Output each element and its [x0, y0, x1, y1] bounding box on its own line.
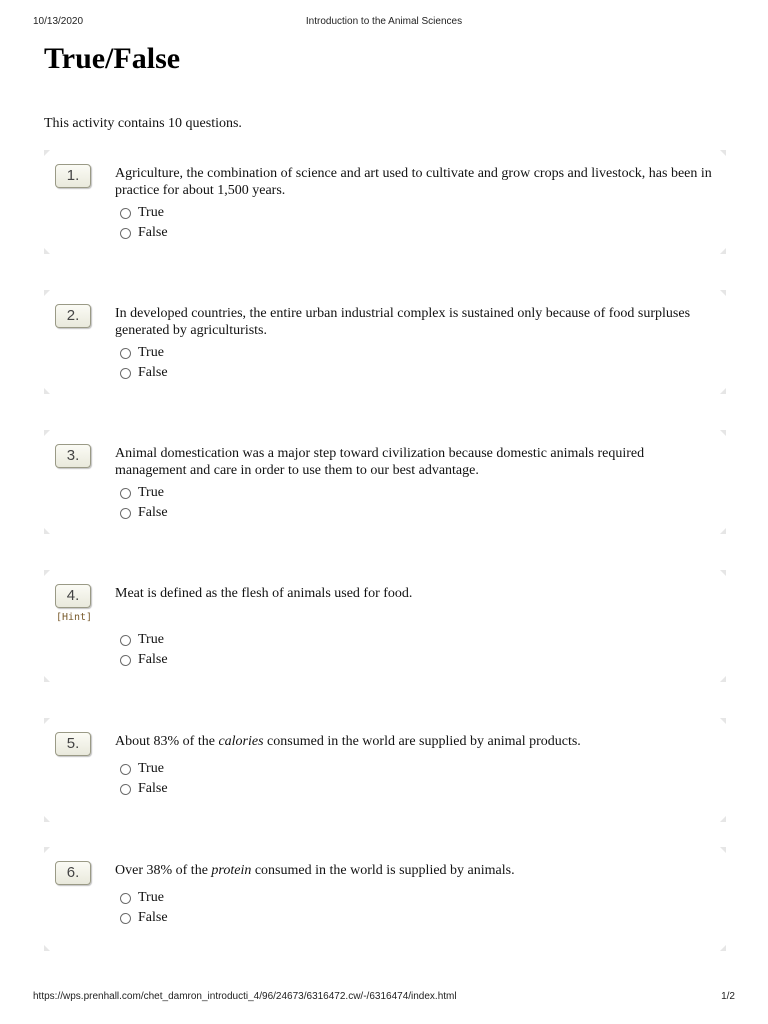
corner-mark: [44, 816, 50, 822]
corner-mark: [44, 388, 50, 394]
corner-mark: [44, 248, 50, 254]
option-true[interactable]: [120, 630, 168, 650]
question-block-6: [44, 847, 726, 951]
radio-button[interactable]: [120, 635, 131, 646]
question-number-badge: 3.: [55, 444, 91, 468]
question-text: About 83% of the calories consumed in the world are supplied by animal products.: [115, 734, 581, 749]
question-number-badge: 1.: [55, 164, 91, 188]
corner-mark: [720, 528, 726, 534]
corner-mark: [44, 676, 50, 682]
corner-mark: [720, 150, 726, 156]
print-date: 10/13/2020: [33, 16, 84, 27]
corner-mark: [720, 847, 726, 853]
option-false[interactable]: [120, 503, 168, 523]
corner-mark: [44, 430, 50, 436]
print-header: [0, 16, 768, 32]
corner-mark: [720, 718, 726, 724]
option-false[interactable]: [120, 363, 168, 383]
option-label: True: [138, 632, 164, 647]
question-block-5: [44, 718, 726, 822]
corner-mark: [720, 430, 726, 436]
radio-button[interactable]: [120, 228, 131, 239]
option-true[interactable]: [120, 203, 168, 223]
radio-button[interactable]: [120, 913, 131, 924]
hint-link[interactable]: [Hint]: [55, 612, 93, 623]
radio-button[interactable]: [120, 508, 131, 519]
option-false[interactable]: [120, 779, 168, 799]
answer-options: [120, 483, 168, 523]
option-label: False: [138, 910, 168, 925]
option-label: False: [138, 781, 168, 796]
activity-intro: This activity contains 10 questions.: [44, 116, 242, 131]
radio-button[interactable]: [120, 784, 131, 795]
question-number-badge: 6.: [55, 861, 91, 885]
corner-mark: [44, 528, 50, 534]
option-label: True: [138, 345, 164, 360]
radio-button[interactable]: [120, 368, 131, 379]
radio-button[interactable]: [120, 764, 131, 775]
corner-mark: [720, 388, 726, 394]
question-text: Animal domestication was a major step toward civilization because domestic animals required management and care in order to use them to our best advantage.: [115, 446, 645, 478]
corner-mark: [720, 290, 726, 296]
option-true[interactable]: [120, 759, 168, 779]
option-true[interactable]: [120, 343, 168, 363]
radio-button[interactable]: [120, 893, 131, 904]
corner-mark: [44, 290, 50, 296]
option-label: False: [138, 505, 168, 520]
corner-mark: [44, 945, 50, 951]
option-false[interactable]: [120, 650, 168, 670]
print-url: https://wps.prenhall.com/chet_damron_introducti_4/96/24673/6316472.cw/-/6316474/index.html: [33, 991, 457, 1002]
page-number: 1/2: [721, 991, 735, 1002]
option-label: False: [138, 365, 168, 380]
radio-button[interactable]: [120, 208, 131, 219]
question-block-4: [44, 570, 726, 682]
question-number-badge: 5.: [55, 732, 91, 756]
option-false[interactable]: [120, 223, 168, 243]
question-text: Agriculture, the combination of science and art used to cultivate and grow crops and livestock, has been in practice for about 1,500 years.: [115, 166, 712, 198]
radio-button[interactable]: [120, 655, 131, 666]
corner-mark: [44, 570, 50, 576]
answer-options: [120, 203, 168, 243]
corner-mark: [720, 945, 726, 951]
corner-mark: [720, 676, 726, 682]
question-number-badge: 2.: [55, 304, 91, 328]
corner-mark: [44, 150, 50, 156]
option-label: True: [138, 890, 164, 905]
answer-options: [120, 759, 168, 799]
corner-mark: [44, 718, 50, 724]
question-text: Meat is defined as the flesh of animals used for food.: [115, 586, 413, 601]
option-label: True: [138, 205, 164, 220]
corner-mark: [720, 570, 726, 576]
answer-options: [120, 888, 168, 928]
corner-mark: [720, 816, 726, 822]
question-block-3: [44, 430, 726, 534]
page-title: True/False: [44, 42, 181, 75]
option-label: True: [138, 761, 164, 776]
option-true[interactable]: [120, 483, 168, 503]
radio-button[interactable]: [120, 348, 131, 359]
corner-mark: [44, 847, 50, 853]
option-label: False: [138, 652, 168, 667]
print-footer: [0, 991, 768, 1005]
question-number-badge: 4.: [55, 584, 91, 608]
option-label: True: [138, 485, 164, 500]
radio-button[interactable]: [120, 488, 131, 499]
print-title: Introduction to the Animal Sciences: [305, 16, 463, 27]
answer-options: [120, 343, 168, 383]
question-block-1: [44, 150, 726, 254]
option-false[interactable]: [120, 908, 168, 928]
question-block-2: [44, 290, 726, 394]
question-text: Over 38% of the protein consumed in the world is supplied by animals.: [115, 863, 515, 878]
option-label: False: [138, 225, 168, 240]
question-text: In developed countries, the entire urban industrial complex is sustained only because of food surpluses generated by agriculturists.: [115, 306, 691, 338]
corner-mark: [720, 248, 726, 254]
option-true[interactable]: [120, 888, 168, 908]
answer-options: [120, 630, 168, 670]
